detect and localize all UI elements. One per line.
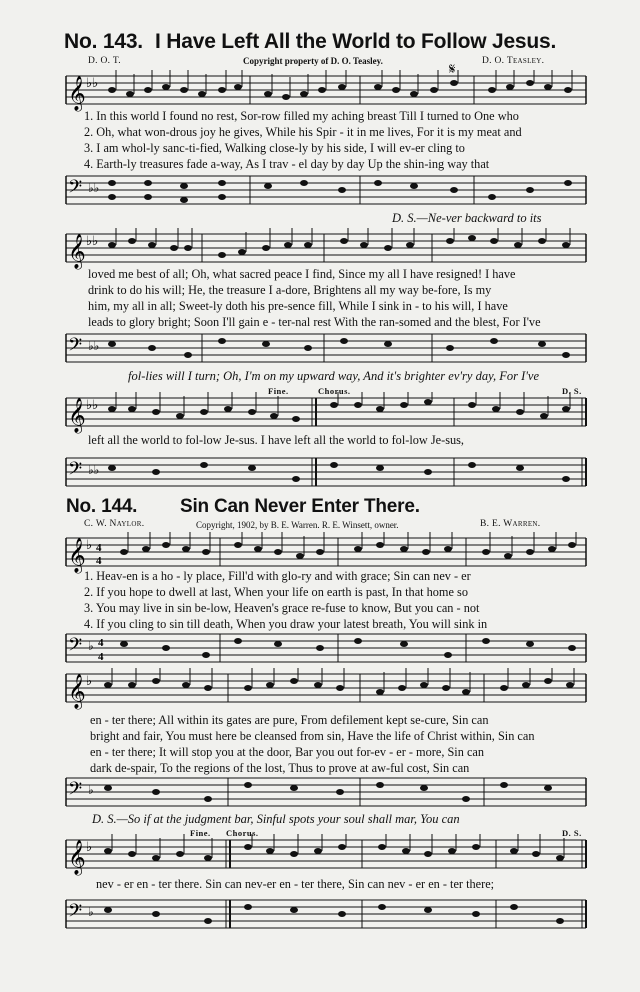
hymn-144-system-3-treble [62,834,590,878]
svg-text:♭♭: ♭♭ [86,76,99,91]
hymn-143-system-2-bass [62,330,590,370]
svg-text:𝄞: 𝄞 [68,538,86,573]
verse-line: 3. I am whol-ly sanc-ti-fied, Walking close-ly by his side, I will ev-er cling to [84,141,465,155]
svg-text:𝄞: 𝄞 [68,674,86,709]
svg-text:4: 4 [96,542,102,554]
svg-text:♭♭: ♭♭ [88,339,100,353]
verse-line: 2. Oh, what won-drous joy he gives, While his Spir - it in me lives, For it is my meat and [84,125,522,139]
verse-line: en - ter there; It will stop you at the door, Bar you out for-ev - er - more, Sin can [90,745,485,759]
verse-line: drink to do his will; He, the treasure I a-dore, Brightens all my way be-fore, Is my [88,283,492,297]
hymn-143-system-3-treble [62,392,590,436]
svg-text:𝄢: 𝄢 [68,335,83,360]
verse-line: 4. If you cling to sin till death, When you draw your latest breath, You will sink in [84,617,488,631]
hymn-143-copyright: Copyright property of D. O. Teasley. [243,56,383,66]
verse-line: him, my all in all; Sweet-ly doth his pre-sence fill, While I sink in - to his will, I have [88,299,508,313]
svg-text:♭♭: ♭♭ [88,181,100,195]
svg-text:4: 4 [96,555,102,567]
svg-text:♭: ♭ [88,905,94,919]
hymn-143-fine: Fine. [268,386,289,396]
verse-line: 3. You may live in sin be-low, Heaven's grace re-fuse to know, But you can - not [84,601,480,615]
svg-text:♭: ♭ [86,538,93,553]
svg-text:4: 4 [98,637,104,649]
hymn-143-title: I Have Left All the World to Follow Jesus. [155,30,557,53]
verse-line: 2. If you hope to dwell at last, When your life on earth is past, In that home so [84,585,468,599]
verse-line: en - ter there; All within its gates are pure, From defilement kept se-cure, Sin can [90,713,489,727]
hymn-144-system-1-bass [62,630,590,670]
hymn-143-music-by: D. O. Teasley. [482,56,545,66]
hymn-144-music-by: B. E. Warren. [480,519,541,529]
hymn-143-verses-a [84,108,522,172]
hymn-143-system-3-bass [62,454,590,494]
hymn-143-number: No. 143. [64,30,143,53]
svg-text:♭: ♭ [88,639,94,653]
hymn-144-refrain: nev - er en - ter there. Sin can nev-er en - ter there, Sin can nev - er en - ter there; [96,877,495,891]
svg-text:4: 4 [98,651,104,663]
hymn-143-ds-a: D. S.—Ne-ver backward to its [392,211,542,225]
svg-text:♭: ♭ [88,783,94,797]
hymn-143-verses-b [88,266,541,330]
svg-text:♭♭: ♭♭ [86,234,99,249]
hymn-143-system-1-bass [62,172,590,212]
segno-icon: 𝄋 [449,60,456,78]
hymn-144-copyright: Copyright, 1902, by B. E. Warren. R. E. Winsett, owner. [196,520,399,530]
svg-text:𝄢: 𝄢 [68,901,83,926]
verse-line: dark de-spair, To the regions of the lost, Thus to prove at aw-ful cost, Sin can [90,761,470,775]
hymn-144-verses-a [84,568,487,632]
hymn-144-system-2-treble [62,668,590,712]
svg-text:𝄞: 𝄞 [68,234,86,269]
verse-line: bright and fair, You must here be cleansed from sin, Have the life of Christ within, Sin can [90,729,535,743]
svg-text:𝄢: 𝄢 [68,635,83,660]
svg-text:♭♭: ♭♭ [86,398,99,413]
hymn-144-words-by: C. W. Naylor. [84,519,145,529]
verse-line: 1. Heav-en is a ho - ly place, Fill'd with glo-ry and with grace; Sin can nev - er [84,569,471,583]
svg-text:♭♭: ♭♭ [88,463,100,477]
verse-line: loved me best of all; Oh, what sacred peace I find, Since my all I have resigned! I have [88,267,516,281]
svg-text:𝄢: 𝄢 [68,459,83,484]
svg-text:𝄢: 𝄢 [68,177,83,202]
svg-text:𝄞: 𝄞 [68,398,86,433]
verse-line: 4. Earth-ly treasures fade a-way, As I trav - el day by day Up the shin-ing way that [84,157,490,171]
hymn-144-system-3-bass [62,896,590,936]
verse-line: 1. In this world I found no rest, Sor-row filled my aching breast Till I turned to One who [84,109,519,123]
svg-text:𝄞: 𝄞 [68,76,86,111]
svg-text:𝄞: 𝄞 [68,840,86,875]
hymn-144-verses-b [90,712,535,776]
hymn-144-title: Sin Can Never Enter There. [180,496,420,517]
hymn-144-number: No. 144. [66,496,138,517]
hymn-143-chorus: Chorus. [318,386,351,396]
hymn-144-ds-mark: D. S. [562,828,582,838]
hymn-143-words-by: D. O. T. [88,56,121,66]
hymn-144-fine: Fine. [190,828,211,838]
hymn-143-ds-b: fol-lies will I turn; Oh, I'm on my upward way, And it's brighter ev'ry day, For I've [128,369,539,383]
svg-text:𝄢: 𝄢 [68,779,83,804]
hymn-144-system-2-bass [62,774,590,814]
verse-line: leads to glory bright; Soon I'll gain e - ter-nal rest With the ran-somed and the blest, For I've [88,315,541,329]
hymn-143-refrain: left all the world to fol-low Je-sus. I have left all the world to fol-low Je-sus, [88,433,464,447]
hymn-144-chorus: Chorus. [226,828,259,838]
svg-text:♭: ♭ [86,674,93,689]
svg-text:♭: ♭ [86,840,93,855]
hymn-144-ds: D. S.—So if at the judgment bar, Sinful spots your soul shall mar, You can [92,812,460,826]
hymn-143-ds-mark: D. S. [562,386,582,396]
